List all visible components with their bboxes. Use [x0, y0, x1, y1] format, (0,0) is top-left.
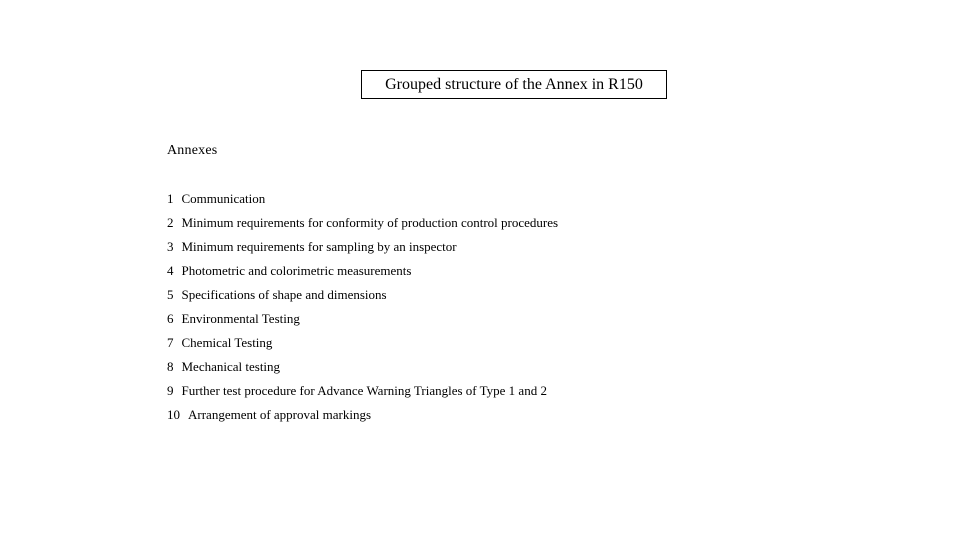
annex-number: 9	[167, 383, 174, 398]
annex-number: 6	[167, 311, 174, 326]
annex-item-6	[167, 311, 558, 335]
annex-label: Arrangement of approval markings	[188, 407, 372, 422]
annex-label: Environmental Testing	[181, 311, 300, 326]
annex-label: Communication	[181, 191, 266, 206]
annex-item-5	[167, 287, 558, 311]
annex-label: Minimum requirements for sampling by an inspector	[181, 239, 457, 254]
annex-label: Chemical Testing	[181, 335, 273, 350]
annex-list	[167, 191, 558, 431]
annex-label: Minimum requirements for conformity of production control procedures	[181, 215, 559, 230]
annex-item-9	[167, 383, 558, 407]
annex-item-10	[167, 407, 558, 431]
annex-item-1	[167, 191, 558, 215]
annex-item-8	[167, 359, 558, 383]
annexes-heading: Annexes	[167, 143, 218, 158]
annex-label: Further test procedure for Advance Warning Triangles of Type 1 and 2	[181, 383, 547, 398]
page-title-box	[361, 70, 667, 99]
annex-number: 7	[167, 335, 174, 350]
annex-item-4	[167, 263, 558, 287]
annex-label: Specifications of shape and dimensions	[181, 287, 387, 302]
annex-number: 1	[167, 191, 174, 206]
annex-item-3	[167, 239, 558, 263]
page-title: Grouped structure of the Annex in R150	[385, 75, 643, 93]
annex-number: 2	[167, 215, 174, 230]
annex-label: Photometric and colorimetric measurements	[181, 263, 412, 278]
annex-item-2	[167, 215, 558, 239]
annex-item-7	[167, 335, 558, 359]
annex-label: Mechanical testing	[181, 359, 281, 374]
annex-number: 8	[167, 359, 174, 374]
annex-number: 10	[167, 407, 180, 422]
annex-number: 3	[167, 239, 174, 254]
annex-number: 5	[167, 287, 174, 302]
annex-number: 4	[167, 263, 174, 278]
